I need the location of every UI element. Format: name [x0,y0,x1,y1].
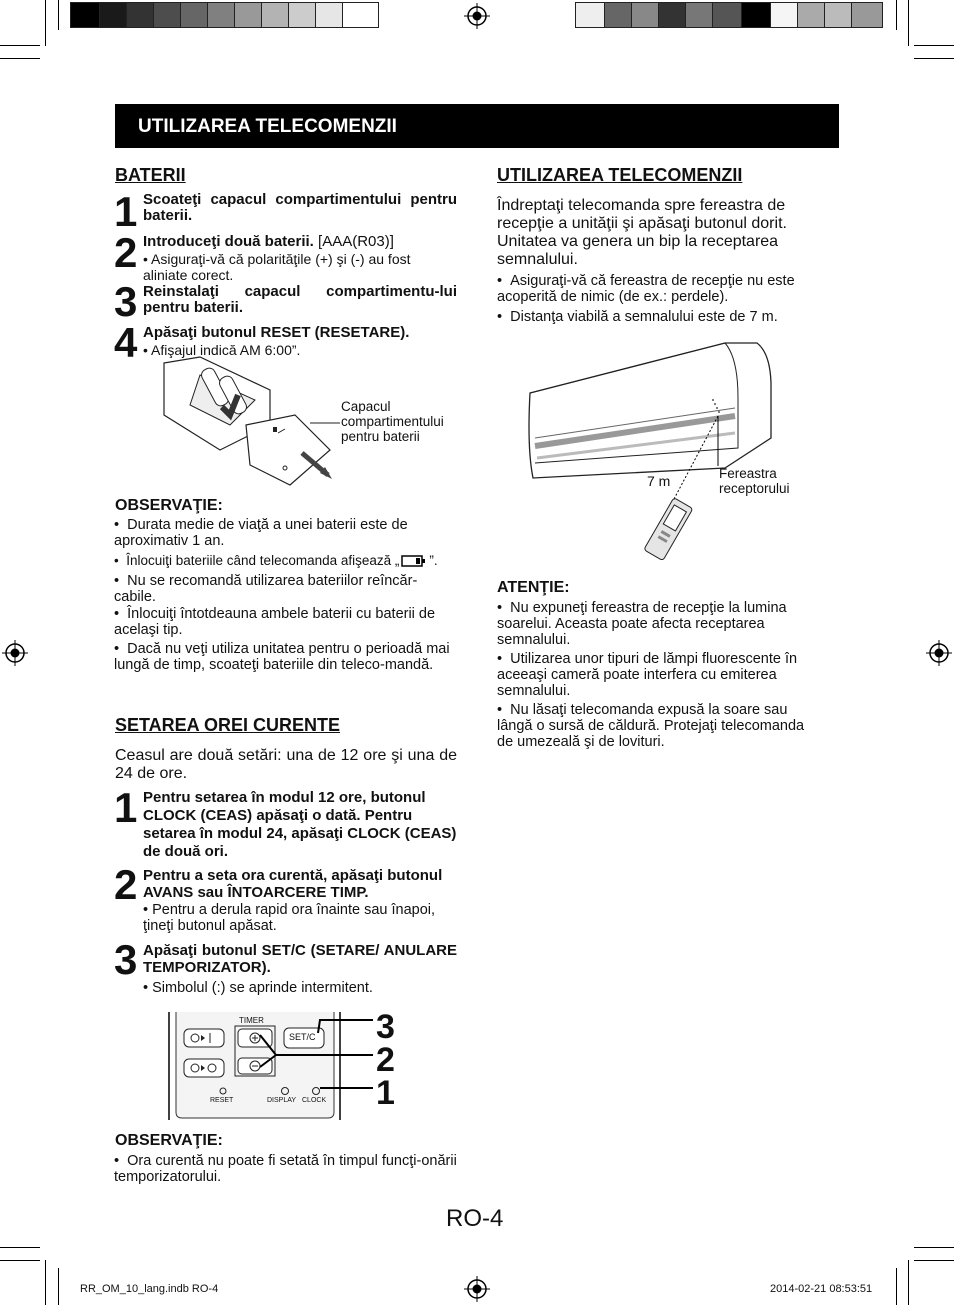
setc-button[interactable]: SET/C [289,1032,316,1042]
clock-step-3-note: • Simbolul (:) se aprinde intermitent. [143,980,373,996]
utilizarea-bullet: • Asiguraţi-vă că fereastra de recepţie nu este acoperită de nimic (de ex.: perdele). [497,273,795,305]
battery-step-2: Introduceţi două baterii. [AAA(R03)] [143,233,394,250]
atentie-bullet: • Nu lăsaţi telecomanda expusă la soare sau lângă o sursă de căldură. Protejaţi telecomanda de umezeală şi de lovituri. [497,702,805,750]
observatie-bullet: • Înlocuiţi bateriile când telecomanda afişează „ ”. [114,553,438,568]
footer-timestamp: 2014-02-21 08:53:51 [770,1283,873,1295]
utilizarea-intro: Îndreptaţi telecomanda spre fereastra de recepţie a unităţii şi apăsaţi butonul dorit. Unitatea va genera un bip la receptarea semnalului. [497,197,787,268]
setarea-title: SETAREA OREI CURENTE [115,715,341,735]
low-battery-icon [401,554,427,568]
callout-leader-lines [240,1015,380,1105]
clock-step-2: Pentru a seta ora curentă, apăsaţi butonul AVANS sau ÎNTOARCERE TIMP. [143,867,443,901]
registration-target-icon [464,1276,490,1302]
setarea-intro: Ceasul are două setări: una de 12 ore şi una de 24 de ore. [115,747,457,782]
battery-step-2-note: • Asiguraţi-vă că polarităţile (+) şi (-) au fost aliniate corect. [143,251,411,283]
step-number: 3 [114,278,138,325]
callout-number: 3 [376,1008,395,1046]
battery-step-3: Reinstalaţi capacul compartimentu-lui pentru baterii. [143,283,457,316]
battery-step-1: Scoateţi capacul compartimentului pentru baterii. [143,191,457,224]
battery-compartment-illustration [160,355,345,490]
timer-label: TIMER [239,1016,264,1025]
section-header [115,104,839,148]
step-number: 4 [114,319,138,366]
clock-step-3: Apăsaţi butonul SET/C (SETARE/ ANULARE TEMPORIZATOR). [143,942,457,976]
observatie-bullet: • Durata medie de viaţă a unei baterii este de aproximativ 1 an. [114,517,408,549]
utilizarea-bullet: • Distanţa viabilă a semnalului este de 7 m. [497,309,778,325]
observatie-bullet: • Dacă nu veţi utiliza unitatea pentru o perioadă mai lungă de timp, scoateţi bateriile din teleco-mandă. [114,641,450,673]
reset-button[interactable]: RESET [210,1097,234,1104]
clock-step-1: Pentru setarea în modul 12 ore, butonul CLOCK (CEAS) apăsaţi o dată. Pentru setarea în modul 24, apăsaţi CLOCK (CEAS) de două ori. [143,789,457,860]
step-number: 2 [114,229,138,276]
observatie-bullet: • Înlocuiţi întotdeauna ambele baterii cu baterii de acelaşi tip. [114,606,436,638]
distance-label: 7 m [647,473,671,489]
step-number: 2 [114,861,138,908]
utilizarea-title: UTILIZAREA TELECOMENZII [497,165,743,185]
atentie-bullet: • Nu expuneţi fereastra de recepţie la lumina soarelui. Aceasta poate afecta receptarea semnalului. [497,600,787,648]
battery-step-4: Apăsaţi butonul RESET (RESETARE). [143,324,410,341]
registration-target-icon [464,3,490,29]
header-title: UTILIZAREA TELECOMENZII [138,116,397,137]
page-number: RO-4 [446,1205,504,1232]
observatie-title: OBSERVAŢIE: [115,497,223,514]
atentie-title: ATENŢIE: [497,579,570,596]
battery-cover-label: Capacul compartimentului pentru baterii [341,399,444,444]
registration-target-icon [926,640,952,666]
clock-step-2-note: • Pentru a derula rapid ora înainte sau înapoi, ţineţi butonul apăsat. [143,902,436,934]
callout-number: 2 [376,1041,395,1079]
atentie-bullet: • Utilizarea unor tipuri de lămpi fluorescente în aceeaşi cameră poate interfera cu emiterea semnalului. [497,651,798,699]
batterii-title: BATERII [115,165,186,185]
display-button[interactable]: DISPLAY [267,1097,297,1104]
observatie-bullet: • Ora curentă nu poate fi setată în timpul funcţi-onării temporizatorului. [114,1153,457,1185]
air-conditioner-illustration [525,338,775,560]
step-number: 1 [114,784,138,831]
observatie-bullet: • Nu se recomandă utilizarea bateriilor reîncăr-cabile. [114,573,418,605]
step-number: 3 [114,936,138,983]
registration-target-icon [2,640,28,666]
observatie-title: OBSERVAŢIE: [115,1132,223,1149]
receiver-window-label: Fereastra receptorului [719,466,790,496]
step-number: 1 [114,188,138,235]
footer-file: RR_OM_10_lang.indb RO-4 [80,1283,219,1295]
callout-number: 1 [376,1074,395,1112]
battery-step-4-note: • Afişajul indică AM 6:00”. [143,342,301,358]
clock-button[interactable]: CLOCK [302,1097,327,1104]
